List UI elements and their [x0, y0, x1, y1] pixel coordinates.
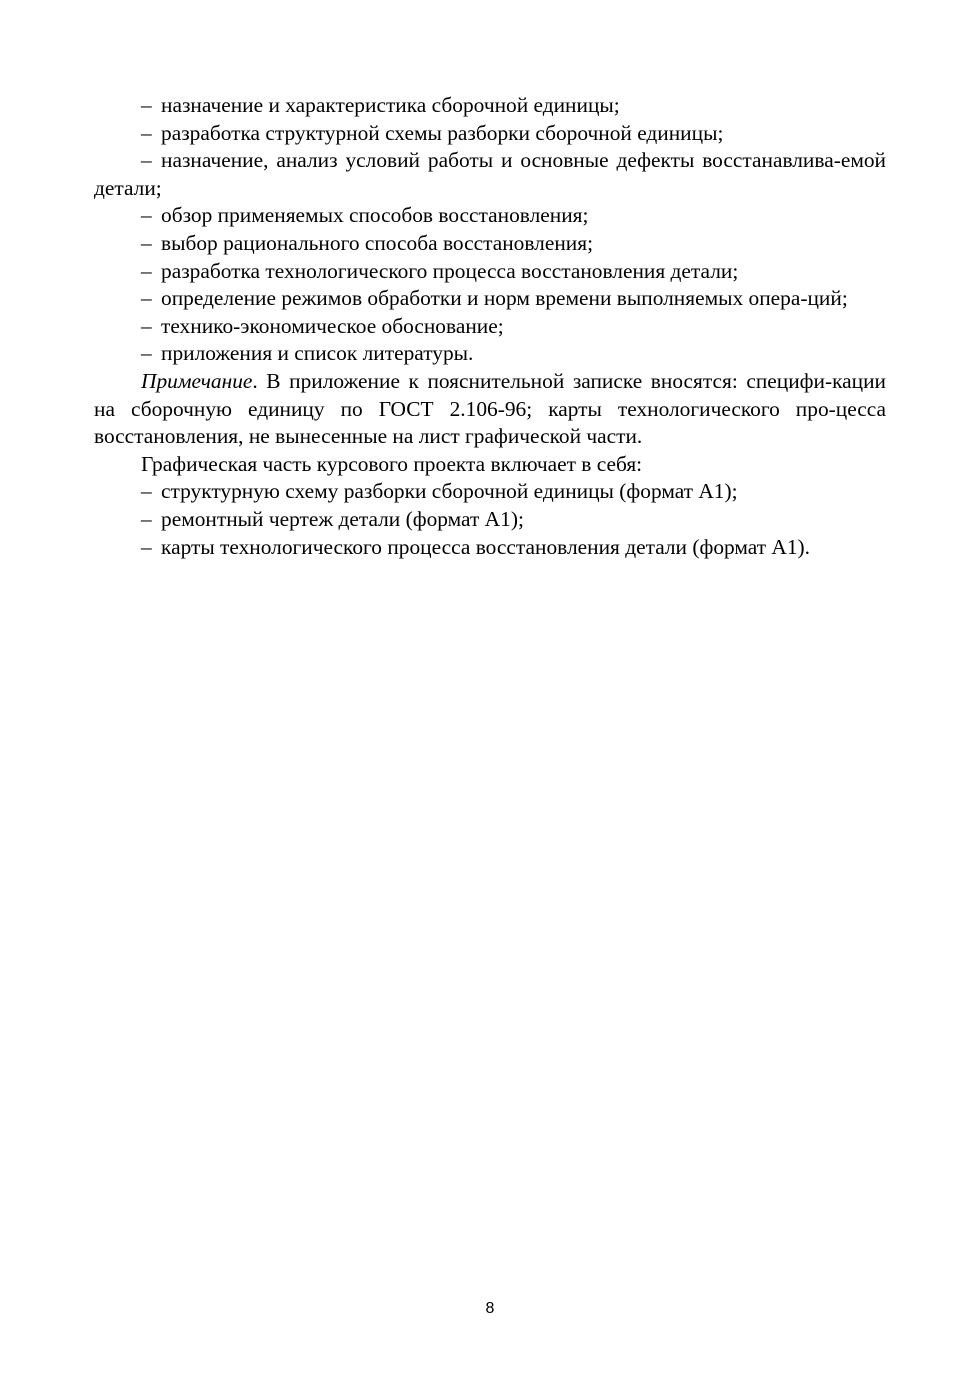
page-body: [94, 92, 886, 561]
list-item-modes-norms: [94, 285, 886, 313]
dash-marker: –: [141, 534, 152, 559]
list-item-text: ремонтный чертеж детали (формат А1);: [161, 506, 524, 531]
dash-marker: –: [141, 120, 152, 145]
list-item-text: технико-экономическое обоснование;: [161, 313, 504, 338]
list-item-text: разработка технологического процесса восстановления детали;: [161, 258, 739, 283]
dash-marker: –: [141, 341, 152, 366]
dash-marker: –: [141, 313, 152, 338]
list-item-text: приложения и список литературы.: [161, 341, 474, 366]
list-item-text: определение режимов обработки и норм времени выполняемых опера-ций;: [161, 286, 848, 311]
list-item-text: разработка структурной схемы разборки сборочной единицы;: [161, 120, 724, 145]
dash-marker: –: [141, 258, 152, 283]
graphic-item-drawing: [94, 506, 886, 534]
dash-marker: –: [141, 230, 152, 255]
list-item-structural-scheme: [94, 120, 886, 148]
list-item-text: назначение и характеристика сборочной единицы;: [161, 93, 620, 117]
list-item-defects: [94, 147, 886, 202]
dash-marker: –: [141, 479, 152, 504]
list-item-text: выбор рационального способа восстановления;: [161, 230, 594, 255]
dash-marker: –: [141, 506, 152, 531]
list-item-text: назначение, анализ условий работы и основные дефекты восстанавлива-емой детали;: [94, 148, 886, 200]
note-paragraph: [94, 368, 886, 451]
dash-marker: –: [141, 148, 152, 173]
list-item-text: карты технологического процесса восстановления детали (формат А1).: [161, 534, 811, 559]
dash-marker: –: [141, 286, 152, 311]
list-item-process-development: [94, 258, 886, 286]
list-item-text: обзор применяемых способов восстановления;: [161, 203, 589, 228]
list-item-purpose: [94, 92, 886, 120]
graphic-item-process-cards: [94, 534, 886, 562]
note-label: Примечание: [141, 368, 253, 393]
graphic-part-intro: Графическая часть курсового проекта включает в себя:: [141, 451, 643, 476]
graphic-item-scheme: [94, 478, 886, 506]
dash-marker: –: [141, 93, 152, 117]
list-item-text: структурную схему разборки сборочной единицы (формат А1);: [161, 479, 738, 504]
note-text: . В приложение к пояснительной записке вносятся: специфи-кации на сборочную единицу по ГОСТ 2.106-96; карты технологического про-цесса восстановления, не вынесенные на лист графической части.: [94, 368, 886, 449]
dash-marker: –: [141, 203, 152, 228]
page-number: 8: [485, 1300, 495, 1317]
list-item-method-choice: [94, 230, 886, 258]
list-item-economics: [94, 313, 886, 341]
list-item-methods-review: [94, 202, 886, 230]
list-item-appendices: [94, 340, 886, 368]
